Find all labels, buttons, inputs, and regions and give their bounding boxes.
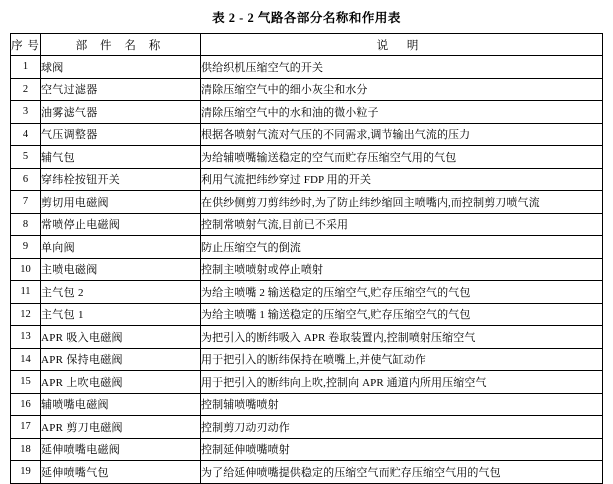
cell-desc: 为了给延伸喷嘴提供稳定的压缩空气而贮存压缩空气用的气包: [201, 461, 603, 484]
cell-desc: 清除压缩空气中的细小灰尘和水分: [201, 78, 603, 101]
cell-desc: 用于把引入的断纬保持在喷嘴上,并使气缸动作: [201, 348, 603, 371]
column-header-desc: 说 明: [201, 34, 603, 56]
cell-no: 17: [11, 416, 41, 439]
cell-part: 主气包 2: [41, 281, 201, 304]
cell-desc: 根据各喷射气流对气压的不同需求,调节输出气流的压力: [201, 123, 603, 146]
cell-desc: 在供纱侧剪刀剪纬纱时,为了防止纬纱缩回主喷嘴内,而控制剪刀喷气流: [201, 191, 603, 214]
cell-no: 2: [11, 78, 41, 101]
table-body: [11, 56, 603, 484]
table-row: [11, 101, 603, 124]
cell-desc: 为给主喷嘴 1 输送稳定的压缩空气,贮存压缩空气的气包: [201, 303, 603, 326]
column-header-part: 部 件 名 称: [41, 34, 201, 56]
table-row: [11, 371, 603, 394]
cell-desc: 控制辅喷嘴喷射: [201, 393, 603, 416]
cell-no: 6: [11, 168, 41, 191]
cell-part: 延伸喷嘴电磁阀: [41, 438, 201, 461]
cell-no: 15: [11, 371, 41, 394]
cell-desc: 为给辅喷嘴输送稳定的空气而贮存压缩空气用的气包: [201, 146, 603, 169]
table-row: [11, 326, 603, 349]
cell-no: 14: [11, 348, 41, 371]
cell-no: 13: [11, 326, 41, 349]
cell-part: 延伸喷嘴气包: [41, 461, 201, 484]
cell-part: APR 保持电磁阀: [41, 348, 201, 371]
cell-part: 辅气包: [41, 146, 201, 169]
cell-desc: 防止压缩空气的倒流: [201, 236, 603, 259]
table-row: [11, 56, 603, 79]
cell-desc: 控制剪刀动刃动作: [201, 416, 603, 439]
table-row: [11, 258, 603, 281]
cell-part: 主气包 1: [41, 303, 201, 326]
cell-part: APR 上吹电磁阀: [41, 371, 201, 394]
cell-desc: 控制常喷射气流,目前已不采用: [201, 213, 603, 236]
table-row: [11, 123, 603, 146]
table-row: [11, 348, 603, 371]
cell-part: APR 剪刀电磁阀: [41, 416, 201, 439]
cell-no: 11: [11, 281, 41, 304]
cell-part: 常喷停止电磁阀: [41, 213, 201, 236]
cell-desc: 清除压缩空气中的水和油的微小粒子: [201, 101, 603, 124]
cell-part: 油雾滤气器: [41, 101, 201, 124]
cell-part: 辅喷嘴电磁阀: [41, 393, 201, 416]
cell-desc: 供给织机压缩空气的开关: [201, 56, 603, 79]
cell-no: 10: [11, 258, 41, 281]
table-header-row: [11, 34, 603, 56]
cell-part: 剪切用电磁阀: [41, 191, 201, 214]
cell-no: 9: [11, 236, 41, 259]
table-row: [11, 281, 603, 304]
table-row: [11, 146, 603, 169]
table-row: [11, 303, 603, 326]
table-row: [11, 191, 603, 214]
cell-desc: 用于把引入的断纬向上吹,控制向 APR 通道内所用压缩空气: [201, 371, 603, 394]
cell-part: APR 吸入电磁阀: [41, 326, 201, 349]
spec-table: [10, 33, 603, 484]
cell-no: 1: [11, 56, 41, 79]
cell-no: 3: [11, 101, 41, 124]
cell-part: 气压调整器: [41, 123, 201, 146]
cell-part: 主喷电磁阀: [41, 258, 201, 281]
table-row: [11, 213, 603, 236]
table-row: [11, 168, 603, 191]
cell-part: 穿纬栓按钮开关: [41, 168, 201, 191]
table-row: [11, 416, 603, 439]
cell-no: 8: [11, 213, 41, 236]
table-row: [11, 78, 603, 101]
column-header-no: 序 号: [11, 34, 41, 56]
cell-no: 18: [11, 438, 41, 461]
table-row: [11, 438, 603, 461]
cell-no: 5: [11, 146, 41, 169]
cell-part: 球阀: [41, 56, 201, 79]
cell-no: 19: [11, 461, 41, 484]
cell-desc: 控制延伸喷嘴喷射: [201, 438, 603, 461]
cell-desc: 控制主喷喷射或停止喷射: [201, 258, 603, 281]
cell-desc: 为给主喷嘴 2 输送稳定的压缩空气,贮存压缩空气的气包: [201, 281, 603, 304]
table-row: [11, 236, 603, 259]
cell-no: 16: [11, 393, 41, 416]
table-caption: 表 2 - 2 气路各部分名称和作用表: [212, 11, 401, 25]
table-row: [11, 393, 603, 416]
table-header: [11, 34, 603, 56]
cell-desc: 利用气流把纬纱穿过 FDP 用的开关: [201, 168, 603, 191]
cell-part: 空气过滤器: [41, 78, 201, 101]
cell-no: 7: [11, 191, 41, 214]
cell-part: 单向阀: [41, 236, 201, 259]
cell-no: 12: [11, 303, 41, 326]
cell-desc: 为把引入的断纬吸入 APR 卷取装置内,控制喷射压缩空气: [201, 326, 603, 349]
cell-no: 4: [11, 123, 41, 146]
